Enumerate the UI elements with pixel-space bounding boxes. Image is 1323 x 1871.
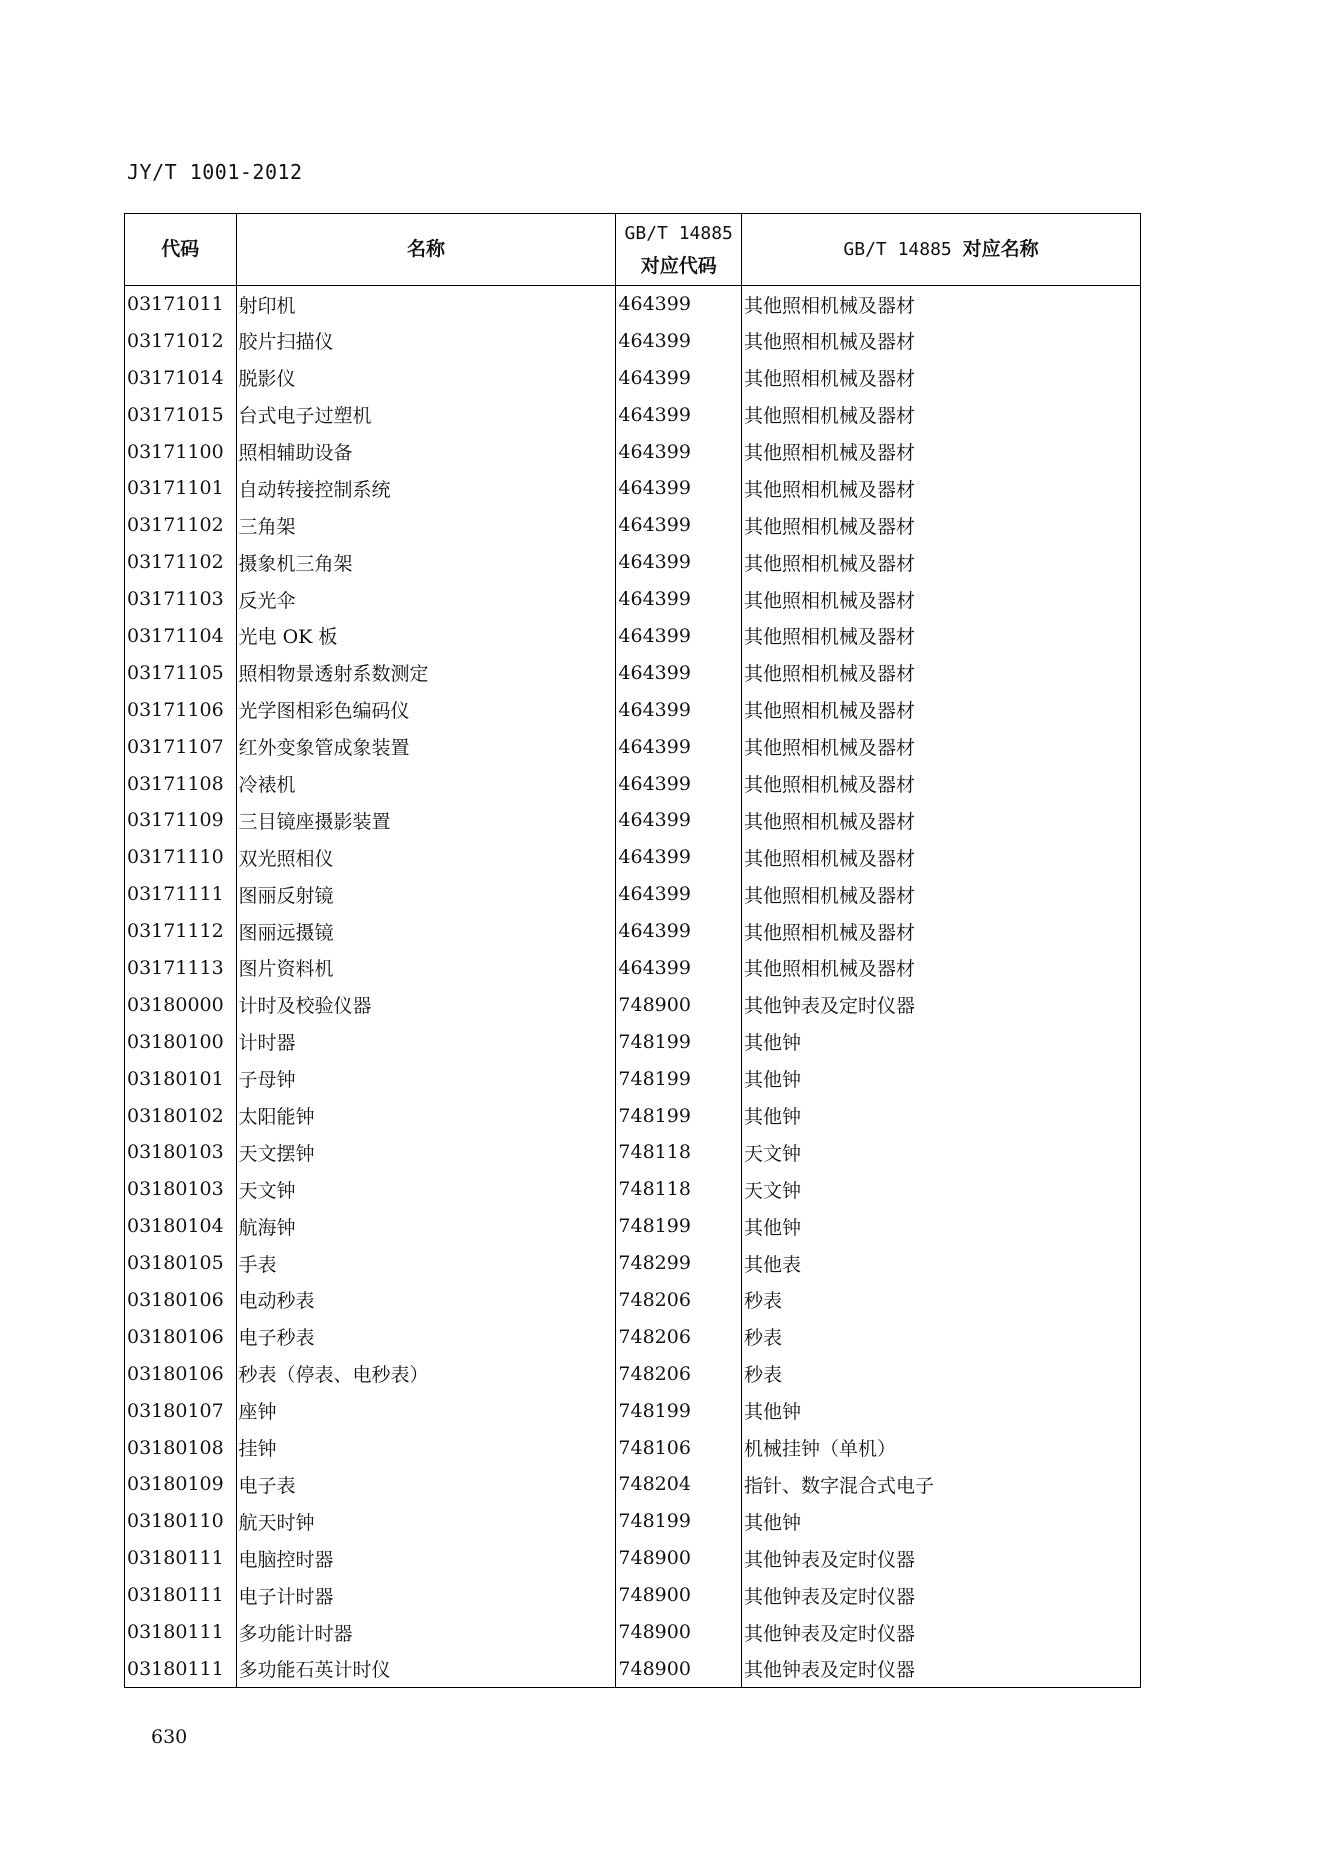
cell-gb-code: 748900 [616,986,742,1023]
cell-gb-name: 指针、数字混合式电子 [742,1466,1141,1503]
cell-gb-name: 其他钟表及定时仪器 [742,1540,1141,1577]
cell-code: 03180108 [125,1429,237,1466]
cell-name: 天文摆钟 [236,1134,616,1171]
cell-gb-name: 其他钟表及定时仪器 [742,1577,1141,1614]
table-row [125,1134,1141,1171]
cell-name: 电子秒表 [236,1318,616,1355]
cell-name: 多功能石英计时仪 [236,1650,616,1687]
cell-gb-name: 其他钟 [742,1392,1141,1429]
cell-code: 03171112 [125,913,237,950]
cell-name: 计时及校验仪器 [236,986,616,1023]
table-row [125,876,1141,913]
cell-code: 03180106 [125,1282,237,1319]
cell-name: 电子表 [236,1466,616,1503]
table-row [125,322,1141,359]
cell-name: 多功能计时器 [236,1614,616,1651]
cell-gb-name: 其他照相机械及器材 [742,470,1141,507]
table-row [125,654,1141,691]
cell-gb-name: 其他照相机械及器材 [742,691,1141,728]
table-row [125,1208,1141,1245]
cell-name: 航天时钟 [236,1503,616,1540]
cell-name: 台式电子过塑机 [236,396,616,433]
cell-code: 03180101 [125,1060,237,1097]
cell-code: 03171111 [125,876,237,913]
cell-gb-code: 748900 [616,1650,742,1687]
cell-code: 03180100 [125,1023,237,1060]
cell-code: 03180103 [125,1134,237,1171]
cell-name: 摄象机三角架 [236,544,616,581]
cell-gb-name: 其他照相机械及器材 [742,765,1141,802]
cell-name: 电脑控时器 [236,1540,616,1577]
cell-gb-name: 天文钟 [742,1171,1141,1208]
column-header-gb-code-line2: 对应代码 [640,254,717,277]
cell-gb-code: 748199 [616,1503,742,1540]
table-row [125,913,1141,950]
cell-code: 03171100 [125,433,237,470]
cell-gb-name: 其他钟 [742,1208,1141,1245]
cell-code: 03171109 [125,802,237,839]
cell-name: 照相辅助设备 [236,433,616,470]
cell-gb-name: 其他照相机械及器材 [742,507,1141,544]
cell-gb-code: 464399 [616,396,742,433]
cell-name: 航海钟 [236,1208,616,1245]
cell-name: 手表 [236,1245,616,1282]
cell-code: 03171011 [125,286,237,323]
column-header-gb-name-suffix: 对应名称 [962,238,1039,260]
cell-code: 03171015 [125,396,237,433]
cell-gb-code: 748118 [616,1171,742,1208]
document-id-header: JY/T 1001-2012 [127,160,303,184]
cell-code: 03171102 [125,544,237,581]
table-row [125,1282,1141,1319]
cell-gb-code: 464399 [616,839,742,876]
cell-code: 03171101 [125,470,237,507]
column-header-gb-name [742,214,1141,286]
cell-name: 太阳能钟 [236,1097,616,1134]
cell-gb-code: 464399 [616,322,742,359]
cell-gb-code: 748199 [616,1097,742,1134]
cell-gb-code: 748299 [616,1245,742,1282]
cell-code: 03180105 [125,1245,237,1282]
cell-gb-name: 其他照相机械及器材 [742,913,1141,950]
cell-gb-name: 其他钟 [742,1503,1141,1540]
cell-code: 03180111 [125,1577,237,1614]
cell-name: 挂钟 [236,1429,616,1466]
cell-gb-code: 748106 [616,1429,742,1466]
cell-code: 03180106 [125,1318,237,1355]
cell-gb-name: 其他照相机械及器材 [742,544,1141,581]
cell-name: 照相物景透射系数测定 [236,654,616,691]
cell-code: 03171110 [125,839,237,876]
table-row [125,765,1141,802]
cell-gb-code: 748118 [616,1134,742,1171]
table-body [125,286,1141,1688]
cell-gb-code: 464399 [616,544,742,581]
table-row [125,1650,1141,1687]
cell-gb-code: 748199 [616,1060,742,1097]
cell-code: 03180111 [125,1614,237,1651]
table-row [125,286,1141,323]
cell-gb-name: 秒表 [742,1318,1141,1355]
cell-name: 三角架 [236,507,616,544]
cell-name: 天文钟 [236,1171,616,1208]
cell-name: 双光照相仪 [236,839,616,876]
table-row [125,1429,1141,1466]
cell-name: 光学图相彩色编码仪 [236,691,616,728]
table-row [125,1503,1141,1540]
table-row [125,544,1141,581]
cell-name: 电子计时器 [236,1577,616,1614]
column-header-gb-code [616,214,742,286]
cell-gb-name: 其他钟表及定时仪器 [742,1650,1141,1687]
cell-name: 电动秒表 [236,1282,616,1319]
table-row [125,433,1141,470]
cell-name: 图片资料机 [236,950,616,987]
table-row [125,1097,1141,1134]
cell-gb-name: 其他照相机械及器材 [742,728,1141,765]
cell-name: 冷裱机 [236,765,616,802]
cell-code: 03171014 [125,359,237,396]
cell-gb-code: 464399 [616,581,742,618]
cell-code: 03171102 [125,507,237,544]
cell-code: 03180106 [125,1355,237,1392]
page-number: 630 [151,1726,188,1748]
cell-gb-code: 464399 [616,433,742,470]
cell-code: 03180110 [125,1503,237,1540]
cell-code: 03180109 [125,1466,237,1503]
cell-gb-name: 其他照相机械及器材 [742,654,1141,691]
cell-gb-code: 748900 [616,1577,742,1614]
cell-gb-name: 其他照相机械及器材 [742,322,1141,359]
table-row [125,507,1141,544]
table-header-row [125,214,1141,286]
cell-gb-code: 464399 [616,765,742,802]
cell-code: 03180102 [125,1097,237,1134]
cell-gb-name: 其他钟 [742,1023,1141,1060]
cell-name: 自动转接控制系统 [236,470,616,507]
cell-name: 脱影仪 [236,359,616,396]
cell-code: 03180107 [125,1392,237,1429]
column-header-code: 代码 [125,214,237,286]
table-row [125,691,1141,728]
cell-gb-code: 464399 [616,470,742,507]
table-row [125,396,1141,433]
cell-gb-code: 748199 [616,1023,742,1060]
table-row [125,1614,1141,1651]
cell-name: 射印机 [236,286,616,323]
cell-gb-name: 其他钟表及定时仪器 [742,986,1141,1023]
cell-gb-code: 464399 [616,359,742,396]
cell-code: 03171107 [125,728,237,765]
cell-code: 03171104 [125,618,237,655]
cell-name: 图丽远摄镜 [236,913,616,950]
cell-gb-name: 其他钟表及定时仪器 [742,1614,1141,1651]
cell-gb-name: 其他照相机械及器材 [742,396,1141,433]
cell-gb-code: 748900 [616,1540,742,1577]
cell-name: 子母钟 [236,1060,616,1097]
cell-gb-name: 机械挂钟（单机） [742,1429,1141,1466]
cell-gb-name: 秒表 [742,1282,1141,1319]
cell-gb-code: 464399 [616,802,742,839]
code-mapping-table [124,213,1141,1688]
table-row [125,1577,1141,1614]
table-row [125,470,1141,507]
cell-gb-name: 其他钟 [742,1097,1141,1134]
table-row [125,1466,1141,1503]
table-row [125,1318,1141,1355]
cell-gb-code: 748206 [616,1318,742,1355]
cell-code: 03180000 [125,986,237,1023]
cell-code: 03180103 [125,1171,237,1208]
cell-gb-code: 464399 [616,507,742,544]
cell-gb-code: 748199 [616,1208,742,1245]
table-row [125,839,1141,876]
cell-gb-name: 其他表 [742,1245,1141,1282]
table-row [125,1245,1141,1282]
cell-code: 03171113 [125,950,237,987]
cell-gb-code: 748199 [616,1392,742,1429]
cell-name: 光电 OK 板 [236,618,616,655]
table-row [125,950,1141,987]
cell-name: 胶片扫描仪 [236,322,616,359]
cell-gb-code: 464399 [616,913,742,950]
cell-gb-name: 其他照相机械及器材 [742,839,1141,876]
column-header-gb-code-line1: GB/T 14885 [624,222,733,244]
cell-gb-code: 748204 [616,1466,742,1503]
cell-gb-code: 748900 [616,1614,742,1651]
cell-code: 03180104 [125,1208,237,1245]
cell-gb-code: 464399 [616,950,742,987]
table-row [125,359,1141,396]
table-row [125,581,1141,618]
table-row [125,1171,1141,1208]
cell-gb-code: 748206 [616,1355,742,1392]
cell-gb-code: 464399 [616,728,742,765]
cell-gb-name: 其他照相机械及器材 [742,359,1141,396]
cell-gb-name: 天文钟 [742,1134,1141,1171]
cell-gb-name: 秒表 [742,1355,1141,1392]
cell-gb-name: 其他照相机械及器材 [742,286,1141,323]
cell-code: 03171105 [125,654,237,691]
cell-code: 03171106 [125,691,237,728]
cell-gb-name: 其他照相机械及器材 [742,618,1141,655]
cell-gb-code: 464399 [616,654,742,691]
table-row [125,1023,1141,1060]
cell-code: 03180111 [125,1540,237,1577]
cell-code: 03171108 [125,765,237,802]
cell-code: 03171103 [125,581,237,618]
table-row [125,1540,1141,1577]
cell-gb-code: 464399 [616,286,742,323]
cell-name: 计时器 [236,1023,616,1060]
column-header-name: 名称 [236,214,616,286]
table-row [125,1060,1141,1097]
cell-name: 三目镜座摄影装置 [236,802,616,839]
cell-name: 红外变象管成象装置 [236,728,616,765]
cell-gb-name: 其他照相机械及器材 [742,433,1141,470]
cell-name: 反光伞 [236,581,616,618]
cell-name: 图丽反射镜 [236,876,616,913]
table-row [125,1355,1141,1392]
table-row [125,986,1141,1023]
cell-gb-code: 464399 [616,876,742,913]
cell-gb-code: 748206 [616,1282,742,1319]
column-header-gb-name-prefix: GB/T 14885 [843,239,952,260]
cell-gb-name: 其他照相机械及器材 [742,581,1141,618]
cell-code: 03171012 [125,322,237,359]
cell-code: 03180111 [125,1650,237,1687]
table-row [125,618,1141,655]
cell-gb-code: 464399 [616,691,742,728]
cell-gb-name: 其他钟 [742,1060,1141,1097]
table-row [125,802,1141,839]
cell-name: 秒表（停表、电秒表） [236,1355,616,1392]
cell-gb-code: 464399 [616,618,742,655]
table-row [125,728,1141,765]
cell-name: 座钟 [236,1392,616,1429]
cell-gb-name: 其他照相机械及器材 [742,950,1141,987]
cell-gb-name: 其他照相机械及器材 [742,876,1141,913]
cell-gb-name: 其他照相机械及器材 [742,802,1141,839]
table-row [125,1392,1141,1429]
